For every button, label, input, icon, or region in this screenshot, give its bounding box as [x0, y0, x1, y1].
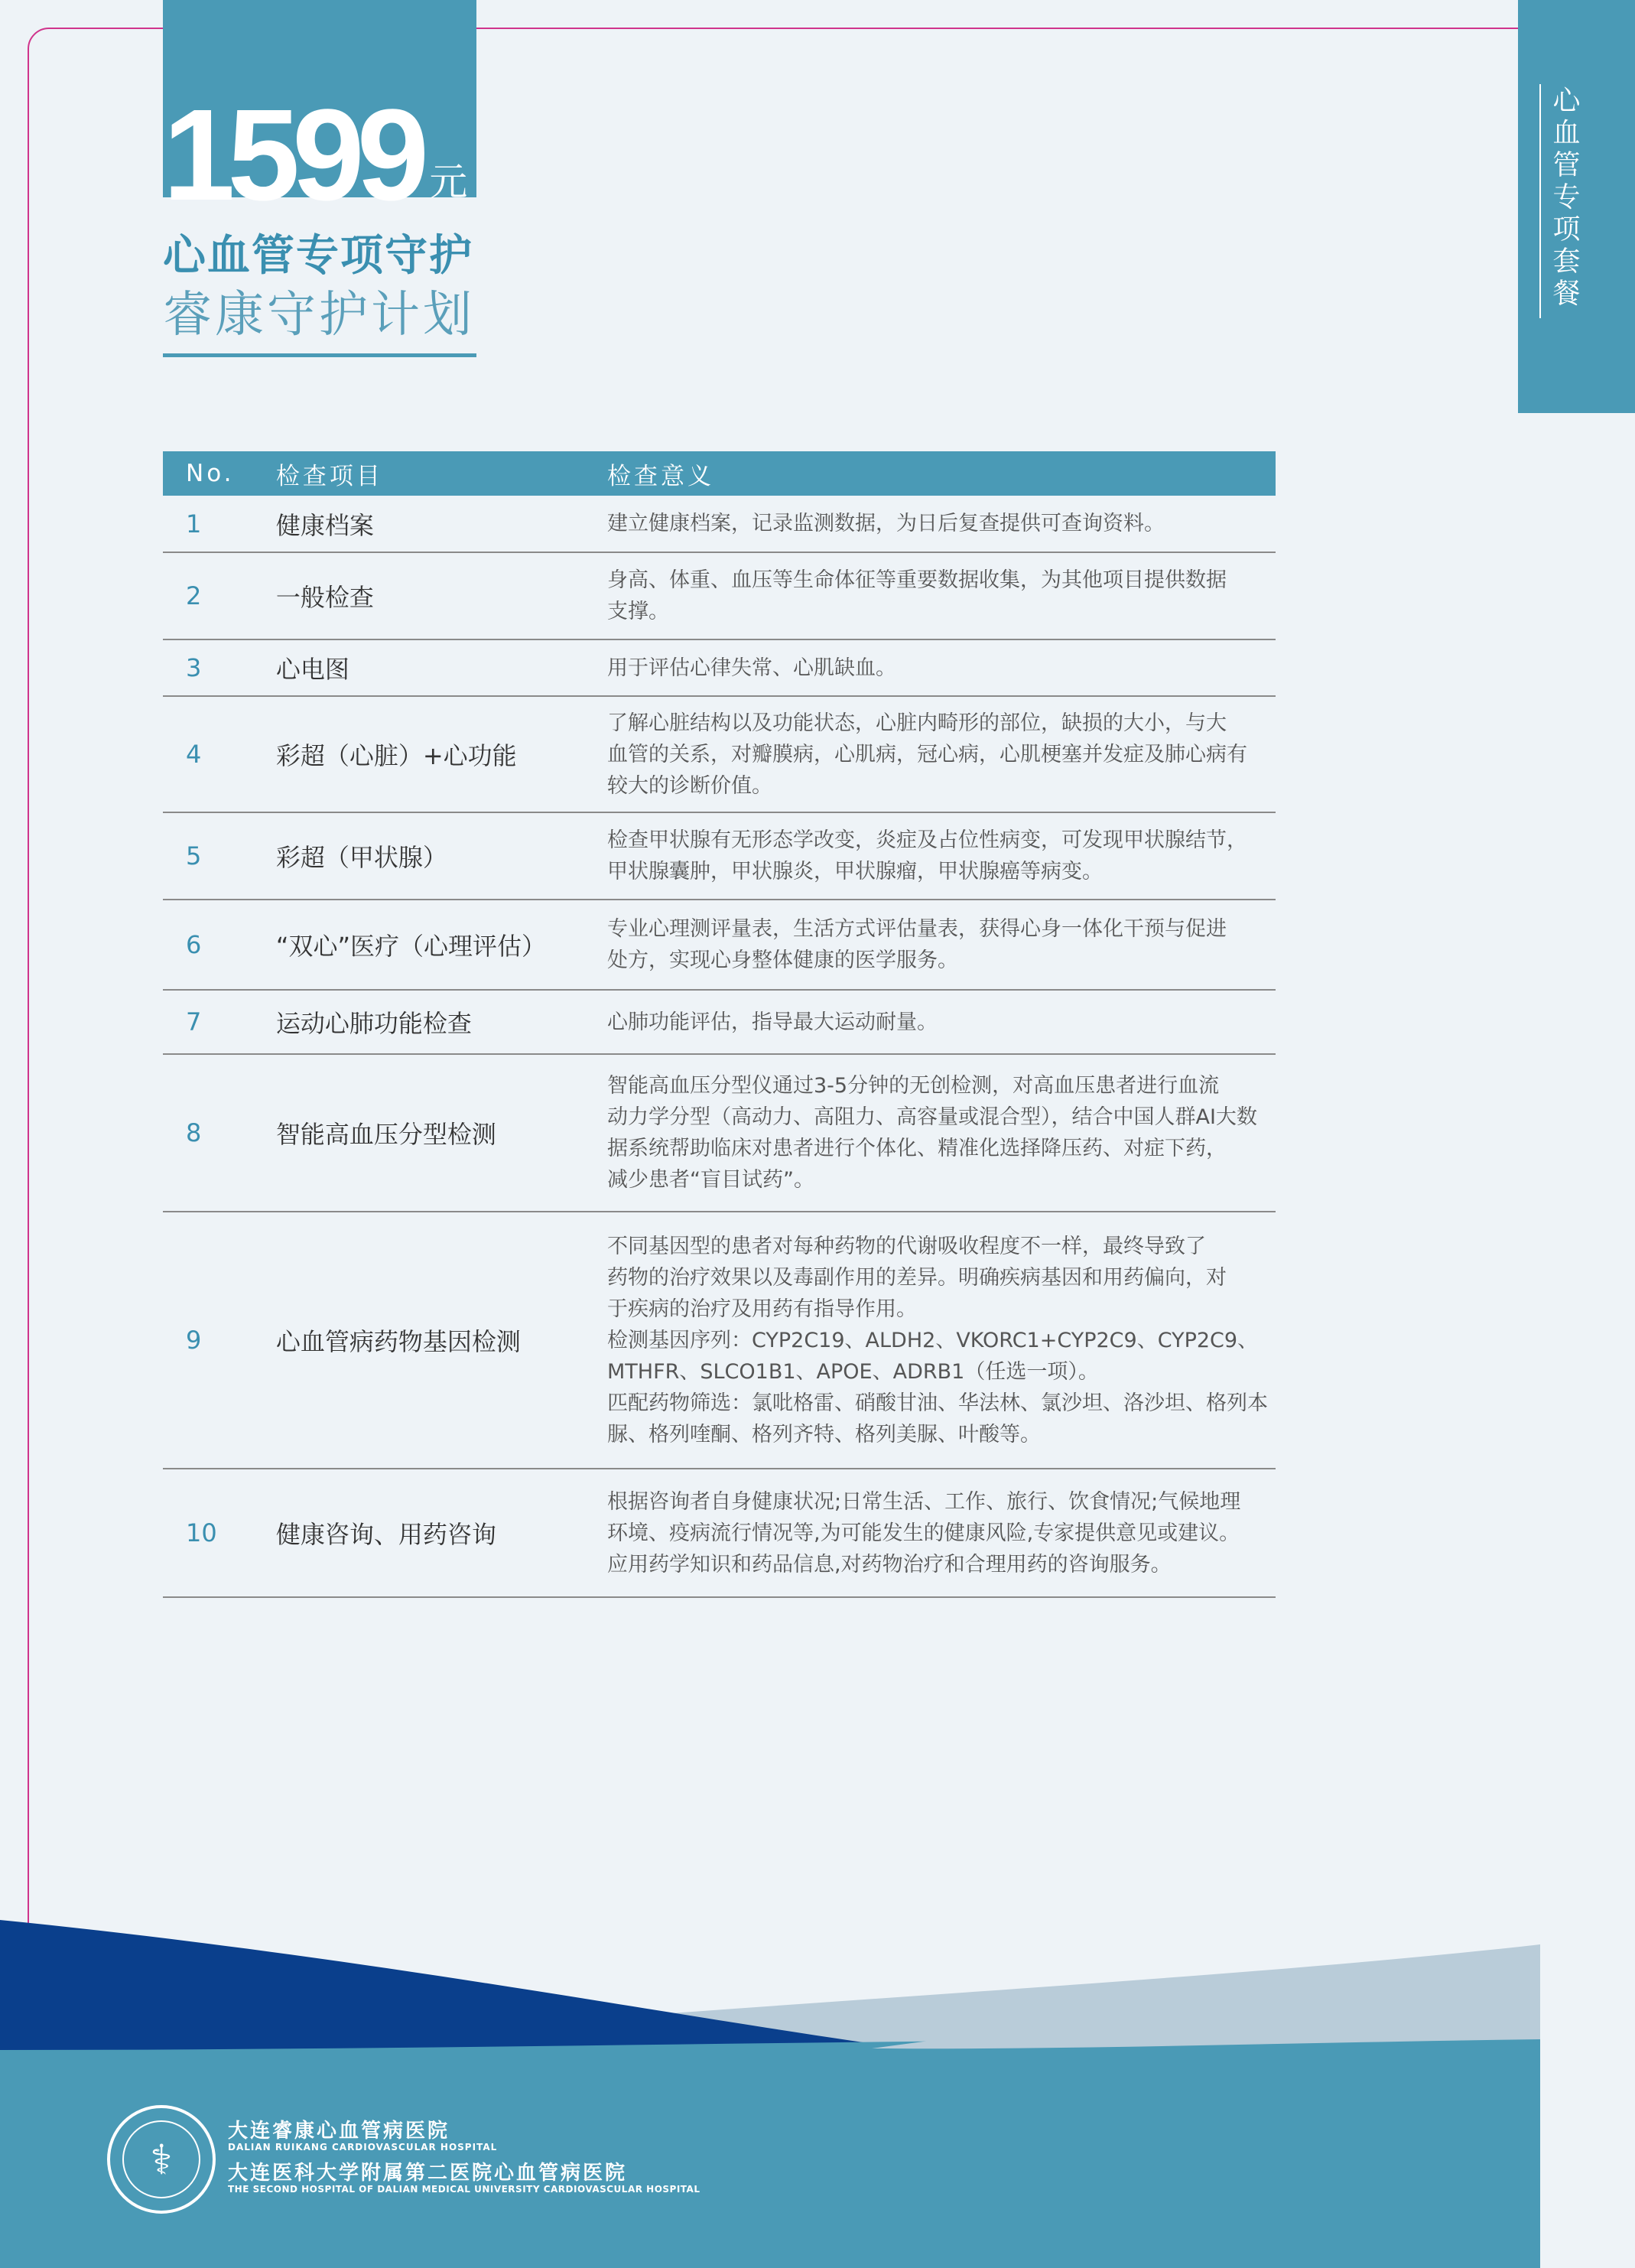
exam-item-meaning [607, 696, 1276, 812]
exam-item-name: 心电图 [276, 639, 607, 696]
hospital-seal-icon [107, 2105, 216, 2214]
row-number: 6 [163, 900, 276, 990]
price-unit: 元 [429, 160, 468, 204]
exam-item-name: 彩超（甲状腺） [276, 812, 607, 900]
meaning-line: 支撑。 [607, 600, 669, 623]
price-number: 1599 [163, 83, 422, 228]
exam-item-name: “双心”医疗（心理评估） [276, 900, 607, 990]
exam-item-meaning [607, 1054, 1276, 1212]
meaning-line: 处方，实现心身整体健康的医学服务。 [607, 949, 958, 972]
row-number: 8 [163, 1054, 276, 1212]
meaning-line: 检查甲状腺有无形态学改变，炎症及占位性病变，可发现甲状腺结节， [607, 828, 1247, 852]
row-number: 10 [163, 1469, 276, 1597]
table-row [163, 552, 1276, 639]
row-number: 3 [163, 639, 276, 696]
side-tab-label: 心血管专项套餐 [1549, 86, 1580, 311]
meaning-line: 了解心脏结构以及功能状态，心脏内畸形的部位，缺损的大小，与大 [607, 711, 1227, 735]
table-row [163, 496, 1276, 552]
meaning-line: 动力学分型（高动力、高阻力、高容量或混合型），结合中国人群AI大数 [607, 1105, 1257, 1129]
row-number: 2 [163, 552, 276, 639]
meaning-line: 不同基因型的患者对每种药物的代谢吸收程度不一样，最终导致了 [607, 1234, 1206, 1258]
row-number: 1 [163, 496, 276, 552]
caduceus-icon: ⚕ [150, 2135, 173, 2184]
meaning-line: 减少患者“盲目试药”。 [607, 1168, 814, 1192]
exam-item-name: 健康咨询、用药咨询 [276, 1469, 607, 1597]
exam-item-name: 健康档案 [276, 496, 607, 552]
footer-waves [0, 1897, 1635, 2268]
meaning-line: 检测基因序列：CYP2C19、ALDH2、VKORC1+CYP2C9、CYP2C9、 [607, 1328, 1259, 1352]
meaning-line: 用于评估心律失常、心肌缺血。 [607, 656, 896, 680]
hospital-name-cn: 大连睿康心血管病医院 [228, 2120, 450, 2143]
table-header-row [163, 451, 1276, 496]
table-row [163, 1469, 1276, 1597]
exam-item-name: 运动心肺功能检查 [276, 990, 607, 1054]
exam-items-table [163, 451, 1276, 1598]
meaning-line: 根据咨询者自身健康状况;日常生活、工作、旅行、饮食情况;气候地理 [607, 1489, 1241, 1514]
header-item: 检查项目 [275, 462, 383, 490]
package-subtitle: 睿康守护计划 [163, 287, 475, 343]
meaning-line: 环境、疫病流行情况等,为可能发生的健康风险,专家提供意见或建议。 [607, 1521, 1240, 1545]
header-meaning: 检查意义 [607, 462, 714, 490]
meaning-line: 匹配药物筛选：氯吡格雷、硝酸甘油、华法林、氯沙坦、洛沙坦、格列本 [607, 1391, 1268, 1415]
package-title: 心血管专项守护 [163, 231, 473, 281]
exam-item-meaning [607, 990, 1276, 1054]
meaning-line: 应用药学知识和药品信息,对药物治疗和合理用药的咨询服务。 [607, 1552, 1172, 1577]
table-row [163, 812, 1276, 900]
affiliated-hospital-name-en: THE SECOND HOSPITAL OF DALIAN MEDICAL UNIVERSITY CARDIOVASCULAR HOSPITAL [228, 2184, 700, 2195]
row-number: 5 [163, 812, 276, 900]
meaning-line: 于疾病的治疗及用药有指导作用。 [607, 1297, 917, 1321]
exam-item-name: 心血管病药物基因检测 [276, 1212, 607, 1469]
meaning-line: 专业心理测评量表，生活方式评估量表，获得心身一体化干预与促进 [607, 917, 1227, 941]
meaning-line: 较大的诊断价值。 [607, 773, 772, 798]
exam-item-name: 一般检查 [276, 552, 607, 639]
exam-item-meaning [607, 552, 1276, 639]
meaning-line: MTHFR、SLCO1B1、APOE、ADRB1（任选一项）。 [607, 1359, 1099, 1384]
meaning-line: 身高、体重、血压等生命体征等重要数据收集，为其他项目提供数据 [607, 568, 1227, 592]
table-body [163, 496, 1276, 1597]
table-row [163, 639, 1276, 696]
row-number: 7 [163, 990, 276, 1054]
row-number: 9 [163, 1212, 276, 1469]
meaning-line: 智能高血压分型仪通过3-5分钟的无创检测，对高血压患者进行血流 [607, 1074, 1220, 1098]
meaning-line: 甲状腺囊肿，甲状腺炎，甲状腺瘤，甲状腺癌等病变。 [607, 860, 1103, 883]
exam-item-meaning [607, 900, 1276, 990]
exam-item-meaning [607, 812, 1276, 900]
table-row [163, 696, 1276, 812]
meaning-line: 据系统帮助临床对患者进行个体化、精准化选择降压药、对症下药， [607, 1137, 1227, 1160]
side-tab-divider [1539, 84, 1541, 318]
affiliated-hospital-name-cn: 大连医科大学附属第二医院心血管病医院 [228, 2162, 628, 2185]
teal-footer-band [0, 2039, 1540, 2268]
exam-item-meaning [607, 1469, 1276, 1597]
exam-item-name: 彩超（心脏）+心功能 [276, 696, 607, 812]
table-row [163, 900, 1276, 990]
meaning-line: 药物的治疗效果以及毒副作用的差异。明确疾病基因和用药偏向，对 [607, 1265, 1227, 1290]
header-no: No. [186, 460, 235, 487]
exam-item-meaning [607, 1212, 1276, 1469]
row-number: 4 [163, 696, 276, 812]
meaning-line: 心肺功能评估，指导最大运动耐量。 [607, 1010, 938, 1034]
table-row [163, 1212, 1276, 1469]
table-row [163, 1054, 1276, 1212]
exam-item-name: 智能高血压分型检测 [276, 1054, 607, 1212]
meaning-line: 脲、格列喹酮、格列齐特、格列美脲、叶酸等。 [607, 1422, 1041, 1446]
meaning-line: 建立健康档案，记录监测数据，为日后复查提供可查询资料。 [607, 512, 1165, 535]
hospital-name-en: DALIAN RUIKANG CARDIOVASCULAR HOSPITAL [228, 2142, 498, 2152]
meaning-line: 血管的关系，对瓣膜病，心肌病，冠心病，心肌梗塞并发症及肺心病有 [607, 742, 1247, 766]
exam-item-meaning [607, 496, 1276, 552]
title-underline [163, 353, 476, 357]
price [163, 83, 484, 228]
table-row [163, 990, 1276, 1054]
exam-item-meaning [607, 639, 1276, 696]
